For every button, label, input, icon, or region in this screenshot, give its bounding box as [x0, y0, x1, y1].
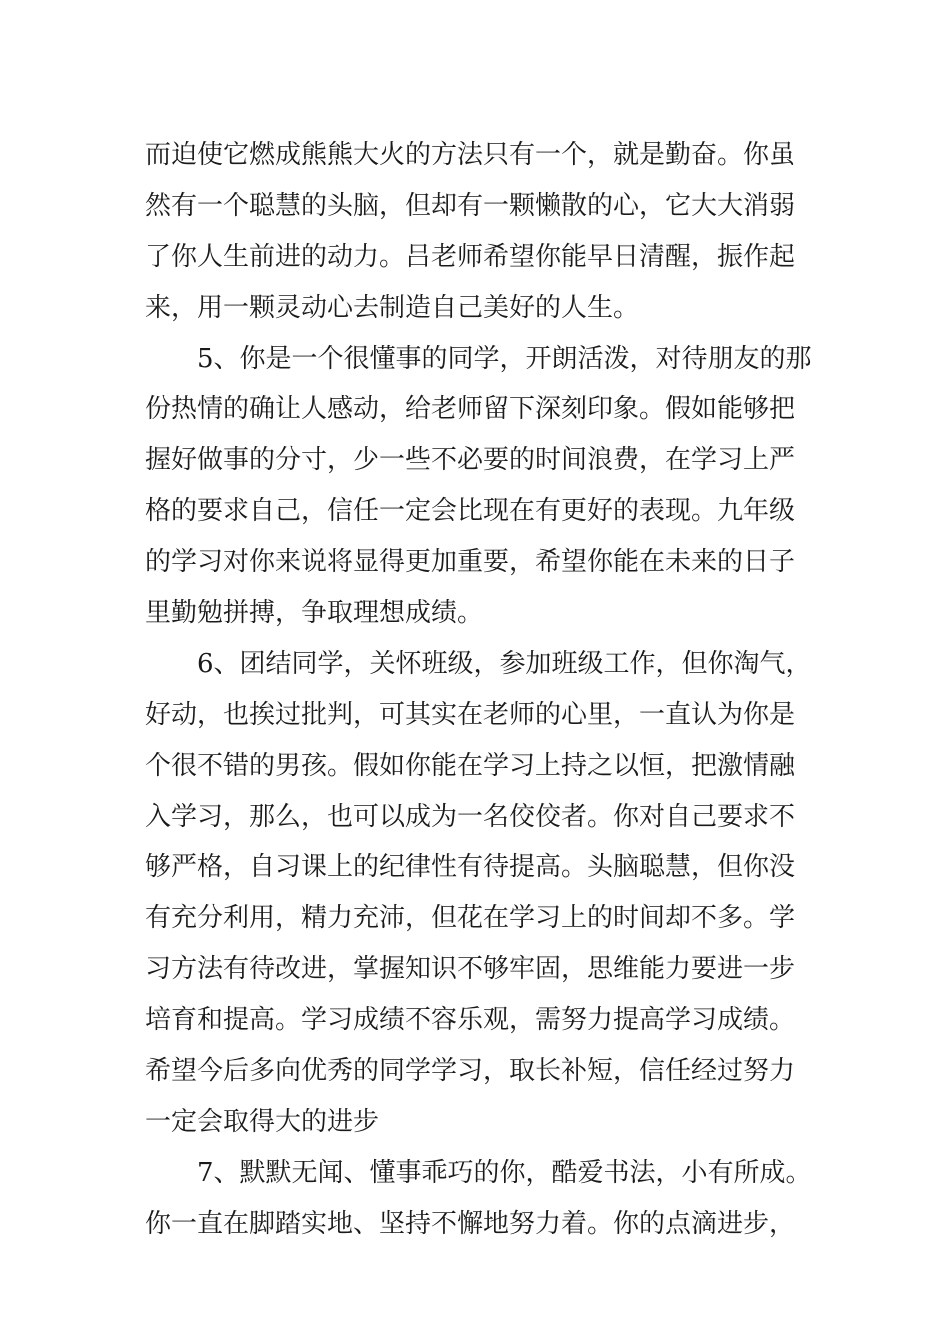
text-line: 培育和提高。学习成绩不容乐观，需努力提高学习成绩。 [145, 1005, 796, 1036]
text-line: 里勤勉拼搏，争取理想成绩。 [145, 598, 484, 629]
text-line: 的学习对你来说将显得更加重要，希望你能在未来的日子 [145, 547, 796, 578]
text-line: 有充分利用，精力充沛，但花在学习上的时间却不多。学 [145, 903, 796, 934]
text-line: 格的要求自己，信任一定会比现在有更好的表现。九年级 [145, 496, 796, 527]
document-body [145, 130, 812, 1250]
text-line: 来，用一颗灵动心去制造自己美好的人生。 [145, 292, 640, 323]
paragraph-start-line: 6、团结同学，关怀班级，参加班级工作，但你淘气， [197, 648, 812, 679]
text-line: 够严格，自习课上的纪律性有待提高。头脑聪慧，但你没 [145, 852, 796, 883]
text-line: 希望今后多向优秀的同学学习，取长补短，信任经过努力 [145, 1056, 796, 1087]
text-line: 握好做事的分寸，少一些不必要的时间浪费，在学习上严 [145, 445, 796, 476]
text-line: 一定会取得大的进步 [145, 1106, 380, 1137]
text-line: 了你人生前进的动力。吕老师希望你能早日清醒，振作起 [145, 241, 796, 272]
text-line: 你一直在脚踏实地、坚持不懈地努力着。你的点滴进步， [145, 1208, 796, 1239]
text-line: 好动，也挨过批判，可其实在老师的心里，一直认为你是 [145, 699, 796, 730]
text-line: 份热情的确让人感动，给老师留下深刻印象。假如能够把 [145, 394, 796, 425]
paragraph-start-line: 7、默默无闻、懂事乖巧的你，酷爱书法，小有所成。 [197, 1157, 812, 1188]
paragraph-start-line: 5、你是一个很懂事的同学，开朗活泼，对待朋友的那 [197, 343, 812, 374]
text-line: 个很不错的男孩。假如你能在学习上持之以恒，把激情融 [145, 750, 796, 781]
text-line: 入学习，那么，也可以成为一名佼佼者。你对自己要求不 [145, 801, 796, 832]
text-line: 习方法有待改进，掌握知识不够牢固，思维能力要进一步 [145, 954, 796, 985]
text-line: 而迫使它燃成熊熊大火的方法只有一个，就是勤奋。你虽 [145, 140, 796, 170]
text-line: 然有一个聪慧的头脑，但却有一颗懒散的心，它大大消弱 [145, 190, 796, 221]
